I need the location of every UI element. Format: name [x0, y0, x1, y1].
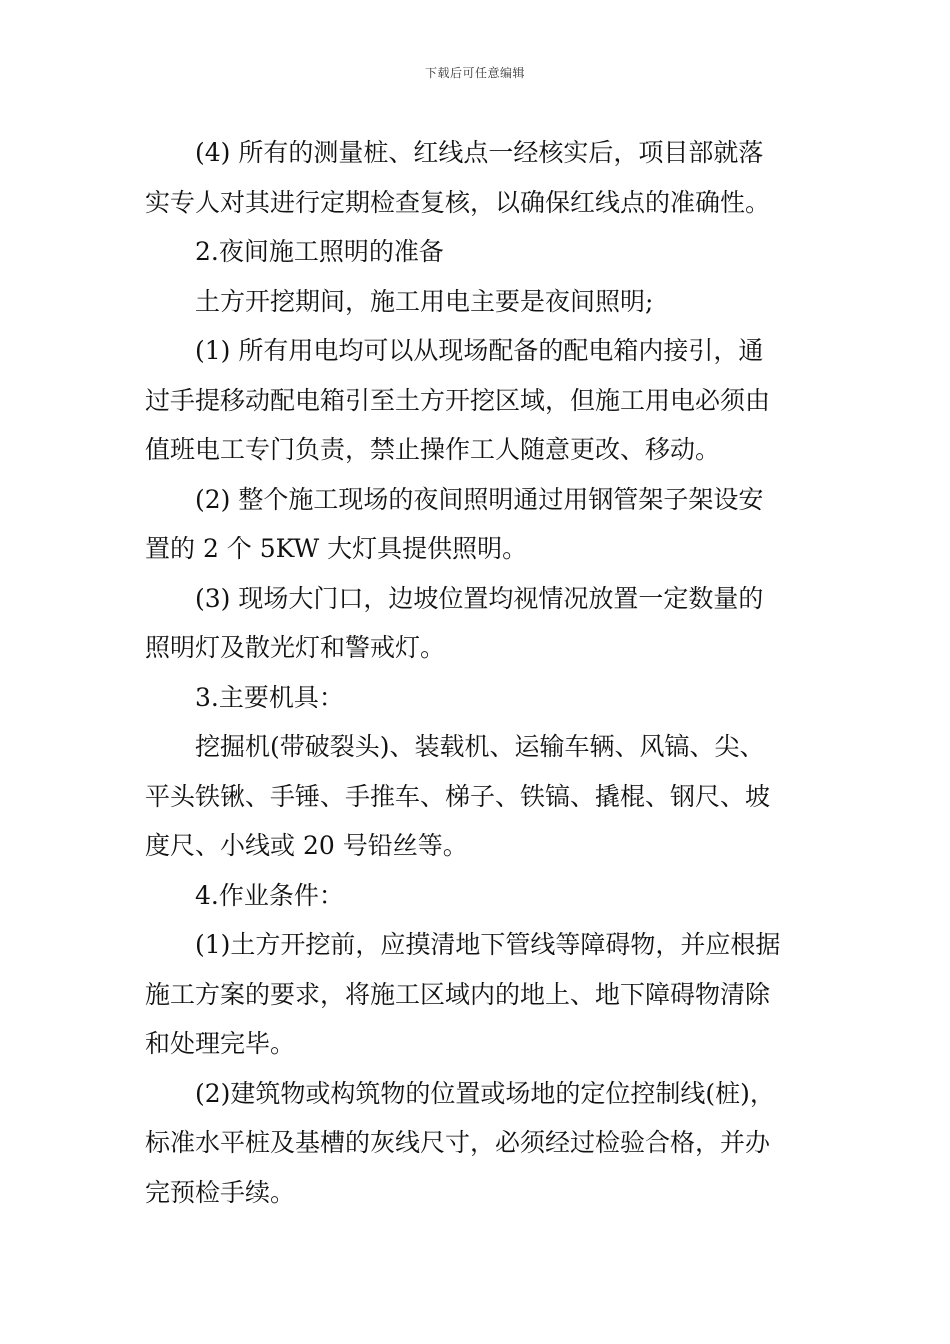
document-body	[145, 128, 815, 1217]
text-line: 4.作业条件：	[195, 880, 344, 910]
paragraph-power-item-1	[145, 326, 815, 475]
text-line: 过手提移动配电箱引至土方开挖区域，但施工用电必须由	[145, 385, 771, 415]
text-line: 土方开挖期间，施工用电主要是夜间照明;	[195, 286, 654, 316]
section-heading-work-conditions	[145, 871, 815, 921]
text-line: (1)土方开挖前，应摸清地下管线等障碍物，并应根据	[195, 930, 781, 959]
text-line: 施工方案的要求，将施工区域内的地上、地下障碍物清除	[145, 979, 771, 1009]
text-line: (3) 现场大门口，边坡位置均视情况放置一定数量的	[195, 583, 764, 613]
text-line: (2) 整个施工现场的夜间照明通过用钢管架子架设安	[195, 484, 764, 514]
text-line: 平头铁锹、手锤、手推车、梯子、铁镐、撬棍、钢尺、坡	[145, 781, 771, 811]
page-header: 下载后可任意编辑	[424, 66, 525, 80]
paragraph-condition-1	[145, 920, 815, 1069]
text-line: (1) 所有用电均可以从现场配备的配电箱内接引，通	[195, 336, 764, 365]
text-line: 3.主要机具：	[195, 682, 344, 712]
paragraph-condition-2	[145, 1069, 815, 1218]
text-line: 完预检手续。	[145, 1177, 296, 1207]
text-line: 实专人对其进行定期检查复核，以确保红线点的准确性。	[145, 187, 771, 217]
text-line: 照明灯及散光灯和警戒灯。	[145, 633, 446, 662]
text-line: (4) 所有的测量桩、红线点一经核实后，项目部就落	[195, 138, 764, 167]
paragraph-power-item-2	[145, 475, 815, 574]
text-line: 挖掘机(带破裂头)、装载机、运输车辆、风镐、尖、	[195, 732, 765, 761]
text-line: 置的 2 个 5KW 大灯具提供照明。	[145, 534, 528, 563]
paragraph-equipment-list	[145, 722, 815, 871]
paragraph-power-item-3	[145, 574, 815, 673]
paragraph-survey-check	[145, 128, 815, 227]
text-line: 和处理完毕。	[145, 1029, 296, 1058]
text-line: 度尺、小线或 20 号铅丝等。	[145, 831, 468, 860]
text-line: 标准水平桩及基槽的灰线尺寸，必须经过检验合格，并办	[145, 1128, 771, 1157]
text-line: 值班电工专门负责，禁止操作工人随意更改、移动。	[145, 435, 721, 464]
section-heading-night-lighting	[145, 227, 815, 277]
text-line: 2.夜间施工照明的准备	[195, 237, 444, 266]
section-heading-equipment	[145, 673, 815, 723]
text-line: (2)建筑物或构筑物的位置或场地的定位控制线(桩)，	[195, 1078, 775, 1108]
paragraph-power-usage	[145, 277, 815, 327]
